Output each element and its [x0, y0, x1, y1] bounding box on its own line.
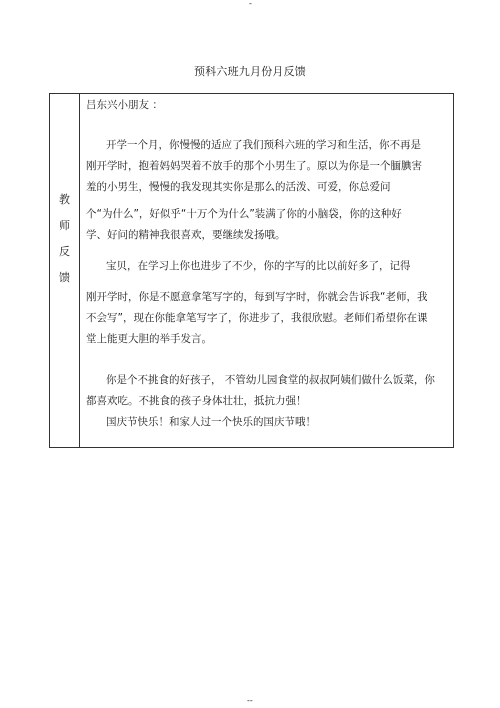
- paragraph-line: 学、好问的精神我很喜欢，要继续发扬哦。: [86, 229, 286, 241]
- paragraph-line: 你是个不挑食的好孩子， 不管幼儿园食堂的叔叔阿姨们做什么饭菜，你: [106, 374, 435, 386]
- page-title: 预科六班九月份月反馈: [194, 65, 306, 78]
- row-label-char: 师: [59, 219, 70, 232]
- paragraph-line: 都喜欢吃。不挑食的孩子身体壮壮，抵抗力强！: [86, 395, 307, 407]
- page-bottom-mark: --: [247, 696, 253, 705]
- row-label-char: 馈: [59, 271, 70, 284]
- paragraph-line: 宝贝，在学习上你也进步了不少，你的字写的比以前好多了，记得: [106, 260, 411, 272]
- row-label-char: 反: [59, 245, 70, 258]
- paragraph-line: 刚开学时，抱着妈妈哭着不放手的那个小男生了。原以为你是一个腼腆害: [86, 160, 422, 172]
- paragraph-line: 不会写”，现在你能拿笔写字了，你进步了，我很欣慰。老师们希望你在课: [86, 312, 428, 324]
- table-column-divider: [79, 93, 80, 448]
- page-top-mark: -: [249, 0, 252, 8]
- row-label-teacher-feedback: [50, 187, 79, 291]
- paragraph-line: 羞的小男生，慢慢的我发现其实你是那么的活泼、可爱，你总爱问: [86, 181, 391, 193]
- paragraph-line: 刚开学时，你是不愿意拿笔写字的，每到写字时，你就会告诉我“老师，我: [86, 291, 428, 303]
- paragraph-line: 个“为什么”，好似乎“十万个为什么”装满了你的小脑袋，你的这种好: [86, 208, 402, 220]
- greeting-line: 吕东兴小朋友 ：: [86, 99, 163, 111]
- row-label-char: 教: [59, 193, 70, 206]
- paragraph-line: 堂上能更大胆的举手发言。: [86, 333, 212, 345]
- paragraph-line: 开学一个月，你慢慢的适应了我们预科六班的学习和生活，你不再是: [106, 139, 421, 151]
- paragraph-line: 国庆节快乐！和家人过一个快乐的国庆节哦！: [106, 416, 316, 428]
